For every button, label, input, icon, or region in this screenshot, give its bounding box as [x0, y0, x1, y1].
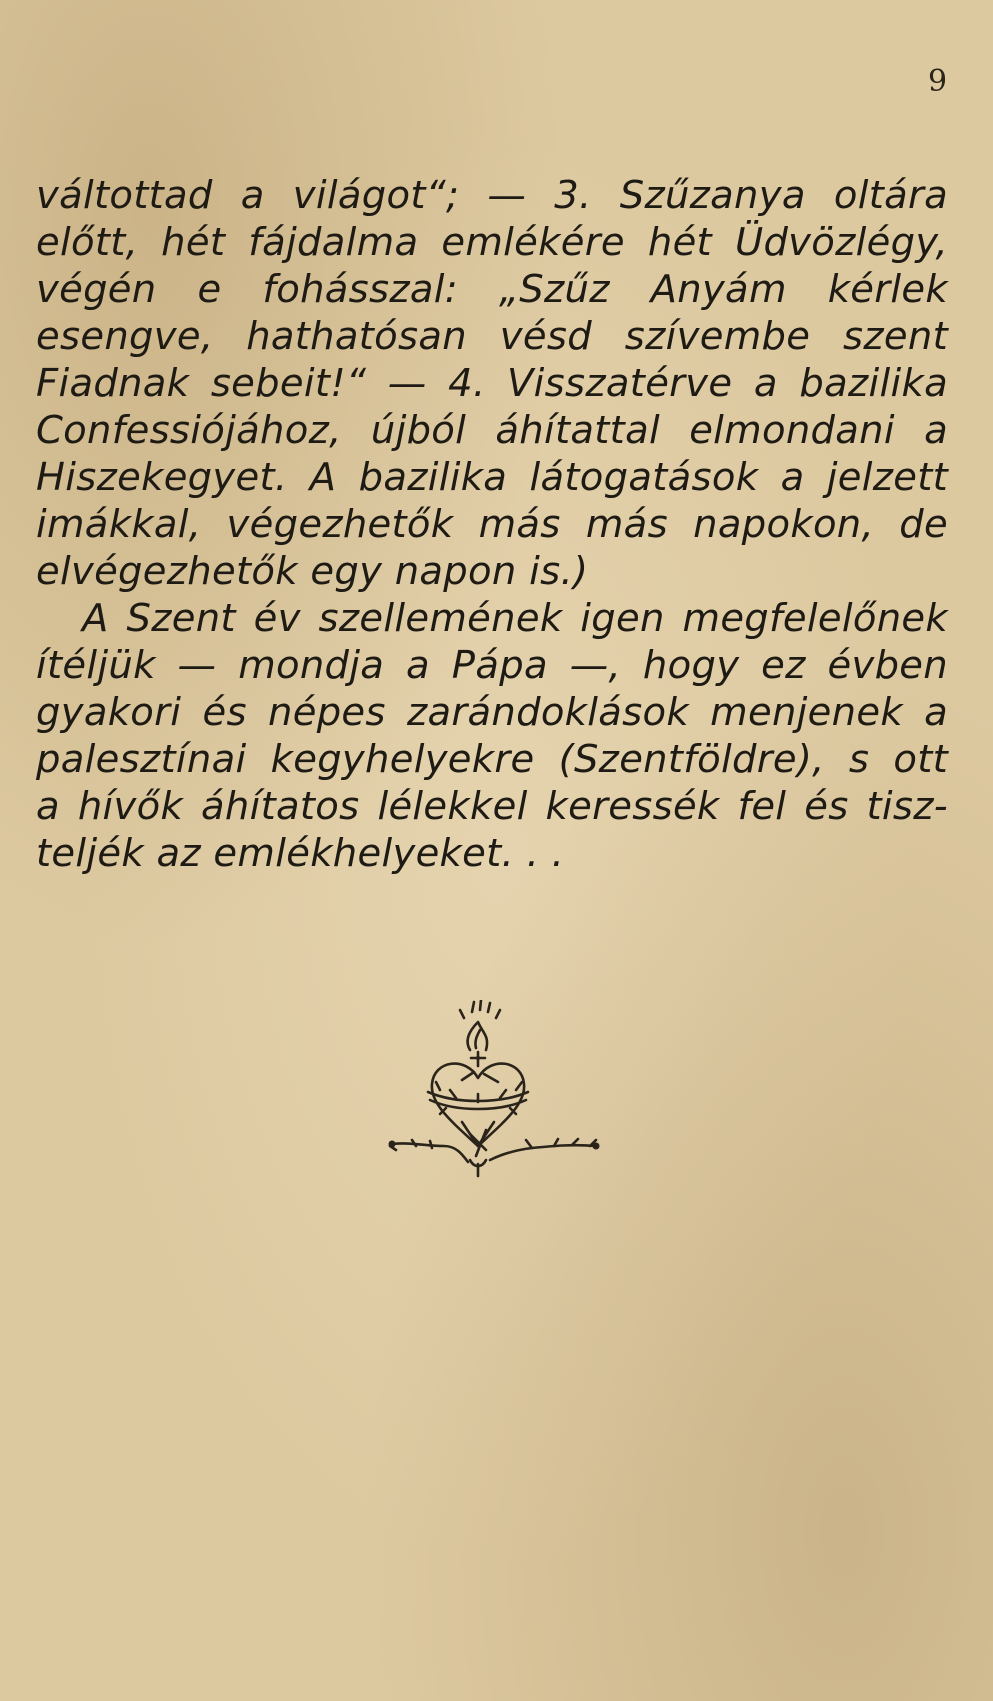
page-number: 9 — [928, 64, 948, 99]
text-line: elvégezhetők egy napon is.) — [36, 549, 589, 594]
text-line: Confessiójához, újból áhítattal elmondani a — [36, 408, 948, 453]
text-line: Hiszekegyet. A bazilika látogatások a jelzett — [36, 455, 948, 500]
text-line: gyakori és népes zarándoklások menjenek a — [36, 690, 948, 735]
text-line: ítéljük — mondja a Pápa —, hogy ez évben — [36, 643, 948, 688]
text-line: váltottad a világot“; — 3. Szűzanya oltára — [36, 173, 948, 218]
text-line: teljék az emlékhelyeket. . . — [36, 831, 565, 876]
body-text — [36, 172, 948, 877]
text-line: palesztínai kegyhelyekre (Szentföldre), s ott — [36, 737, 948, 782]
text-line: a hívők áhítatos lélekkel keressék fel és tisz- — [36, 784, 948, 829]
text-line: esengve, hathatósan vésd szívembe szent — [36, 314, 948, 359]
text-line: Fiadnak sebeit!“ — 4. Visszatérve a bazilika — [36, 361, 948, 406]
text-line: végén e fohásszal: „Szűz Anyám kérlek — [36, 267, 948, 312]
text-line: előtt, hét fájdalma emlékére hét Üdvözlégy, — [36, 220, 948, 265]
sacred-heart-ornament-icon — [386, 1000, 606, 1185]
text-line: imákkal, végezhetők más más napokon, de — [36, 502, 948, 547]
paragraph-start-line: A Szent év szellemének igen megfelelőnek — [82, 596, 948, 641]
